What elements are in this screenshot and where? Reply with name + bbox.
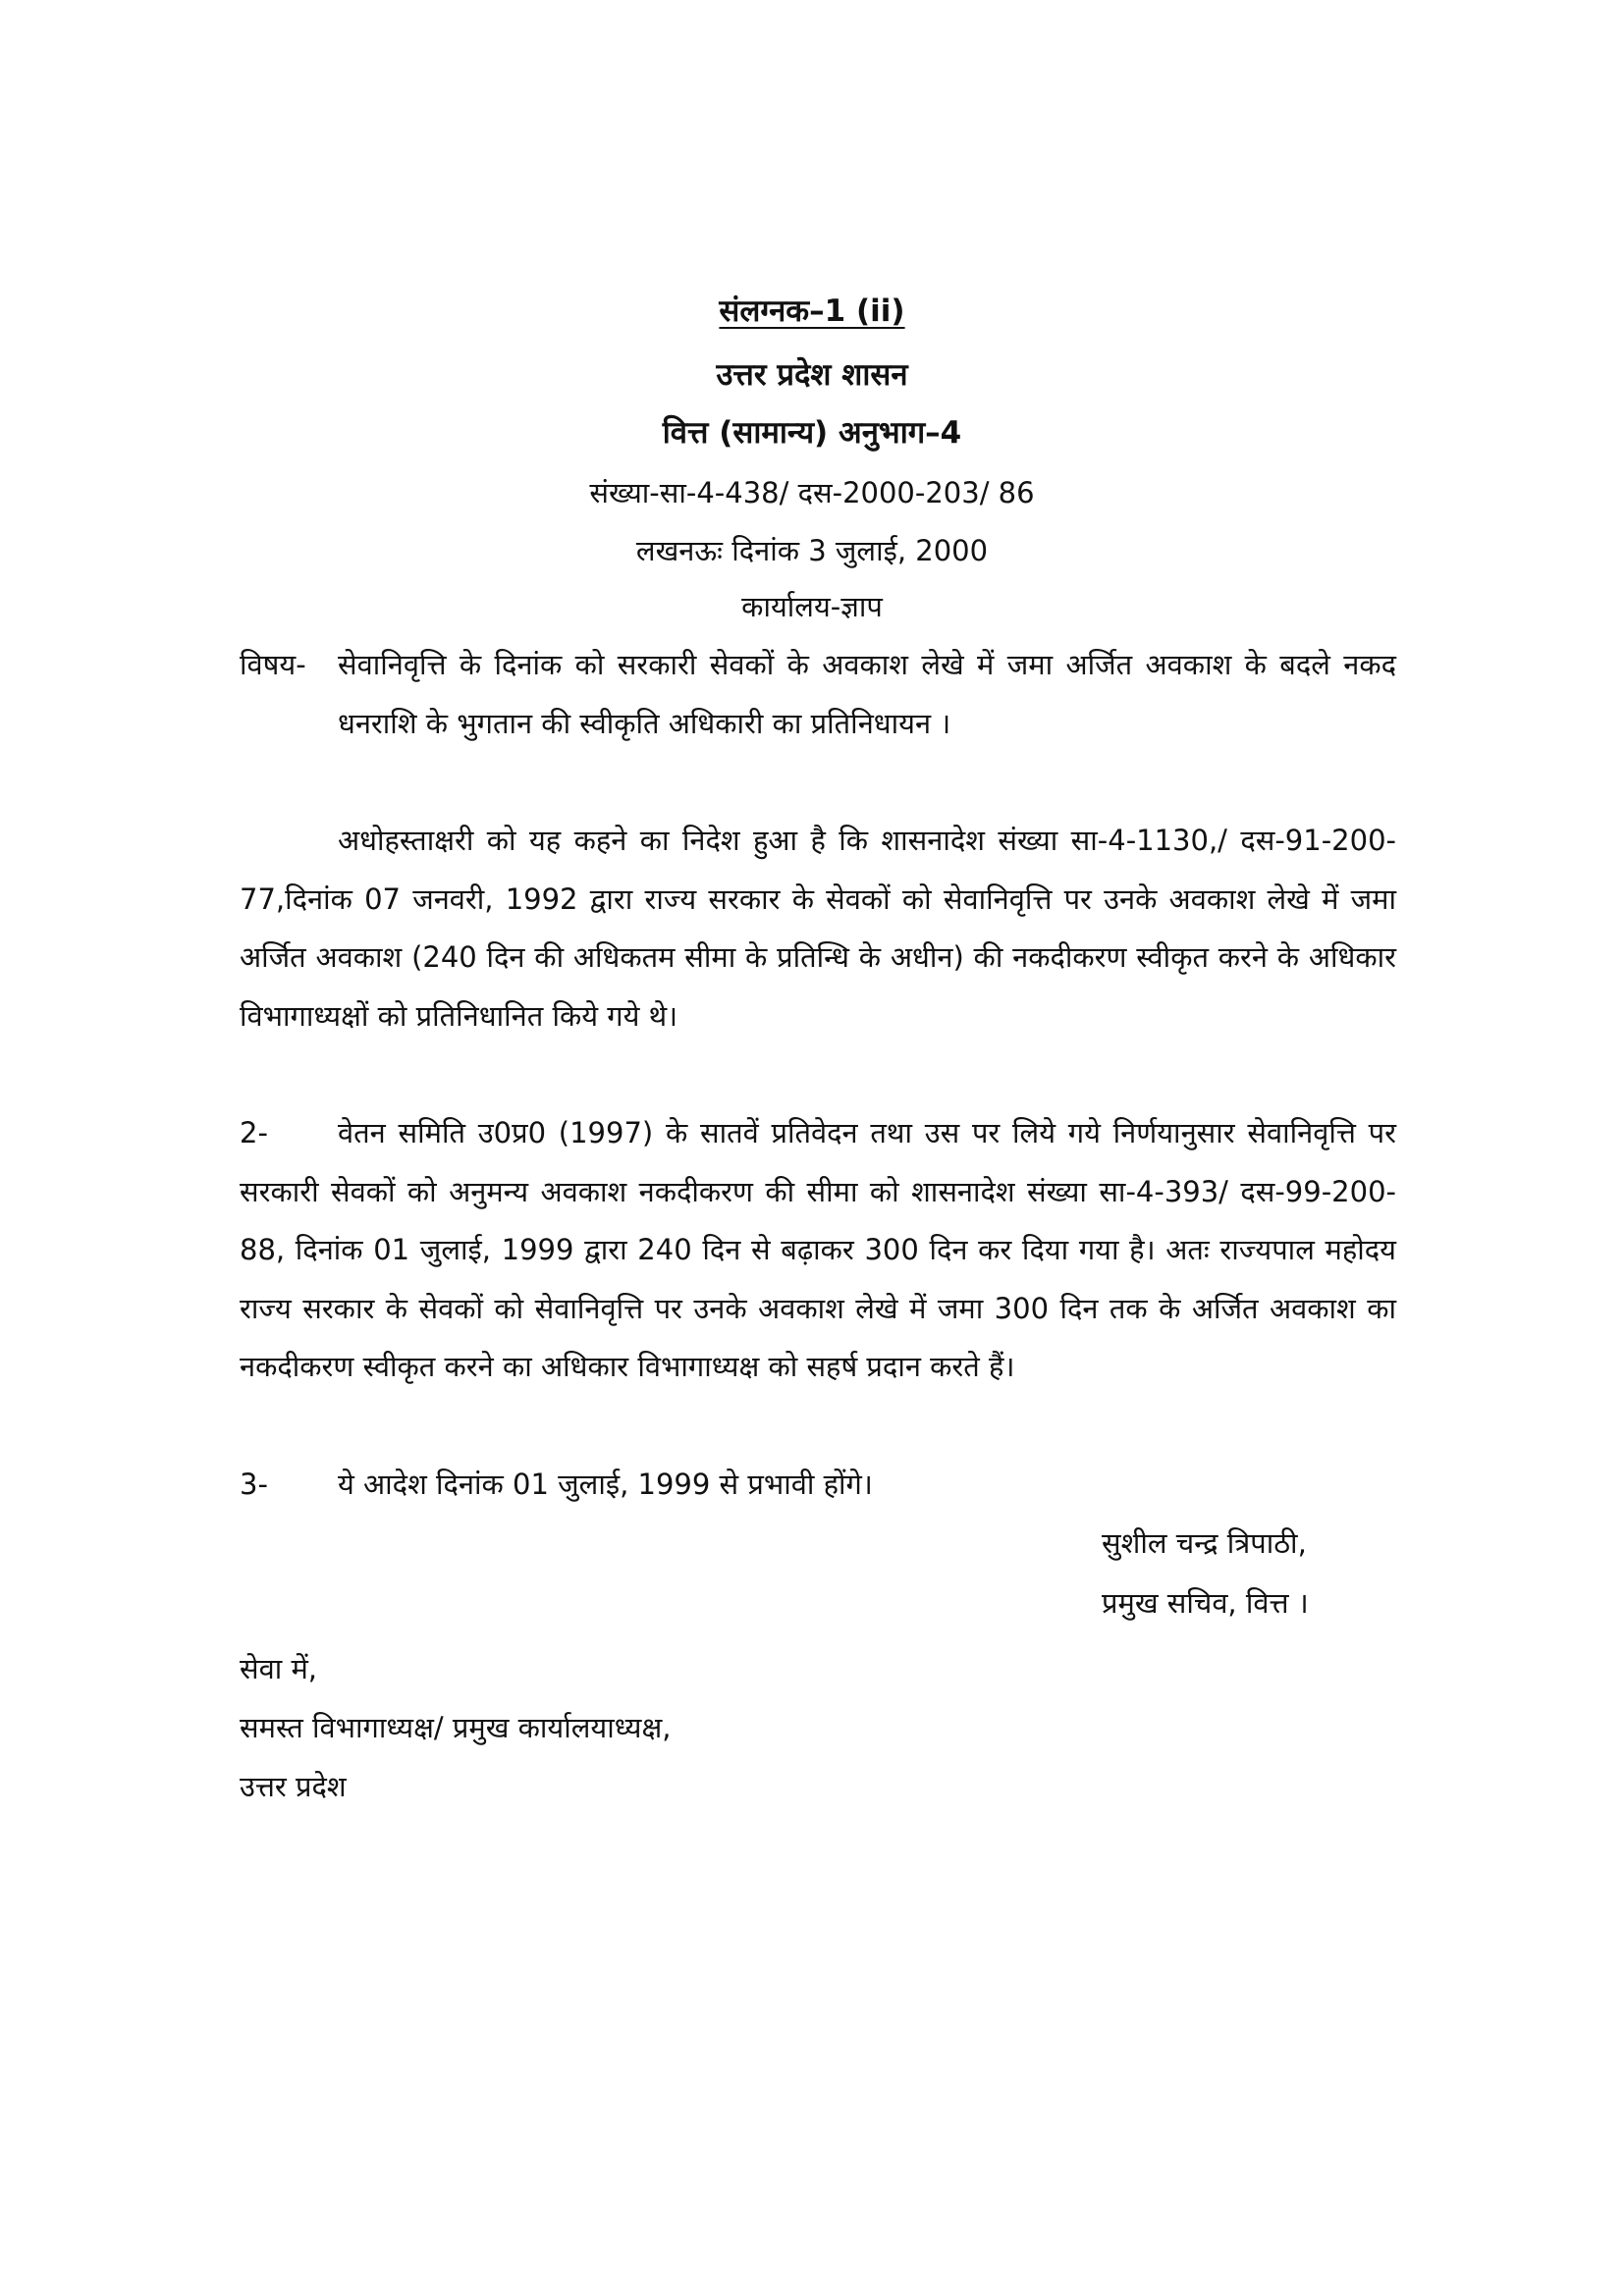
subject-block bbox=[240, 636, 1396, 753]
recipient-salutation: सेवा में, bbox=[240, 1652, 318, 1685]
reference-number: संख्या-सा-4-438/ दस-2000-203/ 86 bbox=[589, 476, 1035, 509]
annexure-label: संलग्नक–1 (ii) bbox=[719, 294, 905, 329]
paragraph-1: अधोहस्ताक्षरी को यह कहने का निदेश हुआ है कि शासनादेश संख्या सा-4-1130,/ दस-91-200-77,दिनांक 07 जनवरी, 1992 द्वारा राज्य सरकार के सेवकों को सेवानिवृत्ति पर उनके अवकाश लेखे में जमा अर्जित अवकाश (240 दिन की अधिकतम सीमा के प्रतिन्धि के अधीन) की नकदीकरण स्वीकृत करने के अधिकार विभागाध्यक्षों को प्रतिनिधानित किये गये थे। bbox=[240, 824, 1396, 1033]
paragraph-3-number: 3- bbox=[240, 1468, 268, 1501]
place-and-date: लखनऊः दिनांक 3 जुलाई, 2000 bbox=[635, 534, 989, 567]
recipient-line-1: समस्त विभागाध्यक्ष/ प्रमुख कार्यालयाध्यक्ष, bbox=[240, 1711, 672, 1744]
government-heading: उत्तर प्रदेश शासन bbox=[716, 357, 908, 393]
paragraph-2-number: 2- bbox=[240, 1116, 268, 1149]
document-type: कार्यालय-ज्ञाप bbox=[741, 590, 883, 623]
annexure-heading bbox=[0, 292, 1624, 331]
signatory-name: सुशील चन्द्र त्रिपाठी, bbox=[1102, 1526, 1307, 1560]
department-heading: वित्त (सामान्य) अनुभाग–4 bbox=[662, 415, 962, 451]
paragraph-2: वेतन समिति उ0प्र0 (1997) के सातवें प्रतिवेदन तथा उस पर लिये गये निर्णयानुसार सेवानिवृत्ति पर सरकारी सेवकों को अनुमन्य अवकाश नकदीकरण की सीमा को शासनादेश संख्या सा-4-393/ दस-99-200-88, दिनांक 01 जुलाई, 1999 द्वारा 240 दिन से बढ़ाकर 300 दिन कर दिया गया है। अतः राज्यपाल महोदय राज्य सरकार के सेवकों को सेवानिवृत्ति पर उनके अवकाश लेखे में जमा 300 दिन तक के अर्जित अवकाश का नकदीकरण स्वीकृत करने का अधिकार विभागाध्यक्ष को सहर्ष प्रदान करते हैं। bbox=[240, 1116, 1396, 1383]
paragraph-3: ये आदेश दिनांक 01 जुलाई, 1999 से प्रभावी होंगे। bbox=[338, 1468, 873, 1501]
recipient-line-2: उत्तर प्रदेश bbox=[240, 1770, 347, 1803]
subject-text: सेवानिवृत्ति के दिनांक को सरकारी सेवकों के अवकाश लेखे में जमा अर्जित अवकाश के बदले नकद धनराशि के भुगतान की स्वीकृति अधिकारी का प्रतिनिधायन । bbox=[338, 648, 1396, 740]
signatory-designation: प्रमुख सचिव, वित्त । bbox=[1102, 1586, 1309, 1620]
subject-label: विषय- bbox=[240, 648, 306, 681]
